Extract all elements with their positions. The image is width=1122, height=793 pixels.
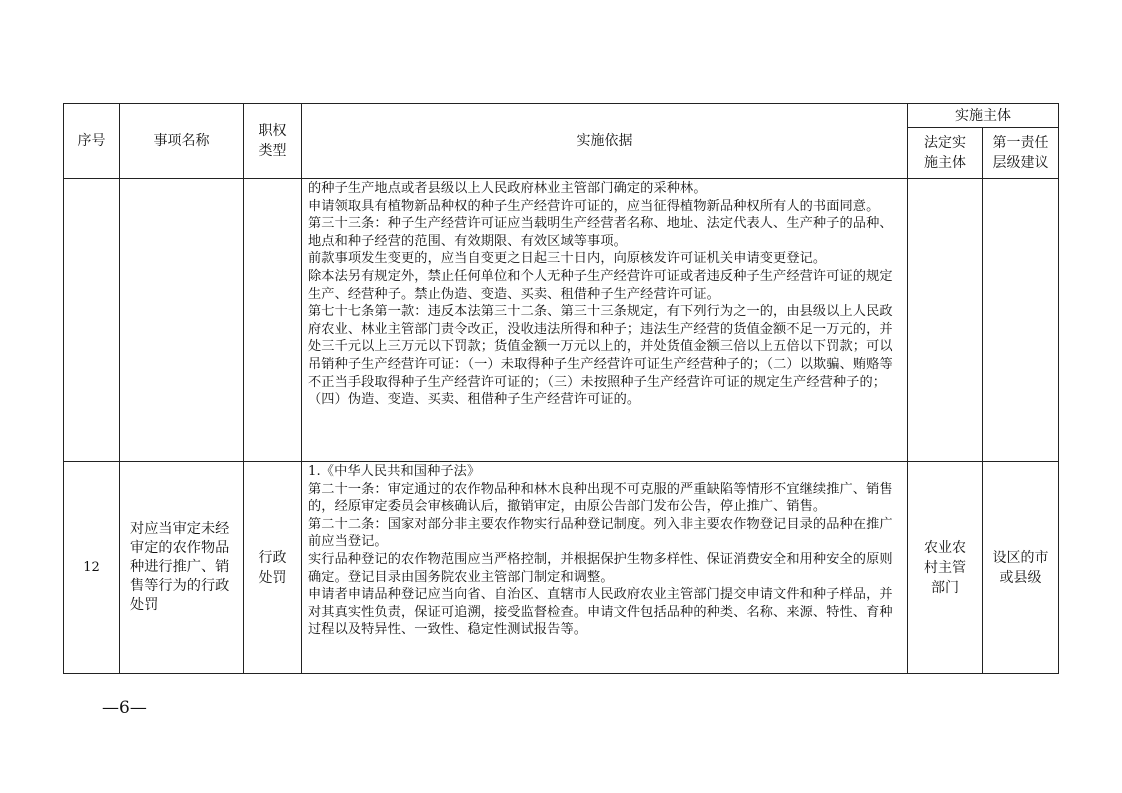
power-list-table — [63, 103, 1059, 674]
header-power-type-label: 职权类型 — [258, 123, 287, 159]
cell-legal-implementer — [908, 462, 983, 674]
basis-paragraph: 第三十三条：种子生产经营许可证应当载明生产经营者名称、地址、法定代表人、生产种子的品种、地点和种子经营的范围、有效期限、有效区域等事项。 — [308, 216, 893, 249]
basis-paragraph: 申请领取具有植物新品种权的种子生产经营许可证的，应当征得植物新品种权所有人的书面同意。 — [308, 198, 880, 214]
cell-legal-implementer — [908, 179, 983, 462]
basis-paragraph: 第二十二条：国家对部分非主要农作物实行品种登记制度。列入非主要农作物登记目录的品种在推广前应当登记。 — [308, 516, 893, 550]
header-seq: 序号 — [64, 104, 120, 179]
table-row — [64, 462, 1059, 674]
legal-implementer-label: 农业农村主管部门 — [923, 539, 966, 596]
cell-seq — [64, 179, 120, 462]
header-implementer-group: 实施主体 — [908, 104, 1059, 128]
cell-power-type — [244, 179, 302, 462]
power-type-label: 行政处罚 — [258, 549, 287, 586]
basis-paragraph: 实行品种登记的农作物范围应当严格控制，并根据保护生物多样性、保证消费安全和用种安全的原则确定。登记目录由国务院农业主管部门制定和调整。 — [308, 551, 893, 585]
cell-item-name: 对应当审定未经审定的农作物品种进行推广、销售等行为的行政处罚 — [120, 462, 244, 674]
cell-first-level — [983, 179, 1059, 462]
header-first-level-label: 第一责任层级建议 — [992, 135, 1049, 171]
header-power-type — [244, 104, 302, 179]
cell-power-type — [244, 462, 302, 674]
table-row — [64, 179, 1059, 462]
cell-basis — [302, 462, 908, 674]
cell-first-level — [983, 462, 1059, 674]
basis-paragraph: 申请者申请品种登记应当向省、自治区、直辖市人民政府农业主管部门提交申请文件和种子样品，并对其真实性负责，保证可追溯，接受监督检查。申请文件包括品种的种类、名称、来源、特性、育种过程以及特异性、一致性、稳定性测试报告等。 — [308, 587, 893, 638]
cell-item-name — [120, 179, 244, 462]
header-item-name: 事项名称 — [120, 104, 244, 179]
basis-paragraph: 前款事项发生变更的，应当自变更之日起三十日内，向原核发许可证机关申请变更登记。 — [308, 251, 827, 267]
basis-paragraph: 1.《中华人民共和国种子法》 — [308, 464, 481, 479]
cell-seq: 12 — [64, 462, 120, 674]
page-number: —6— — [102, 698, 147, 718]
basis-paragraph: 第二十一条：审定通过的农作物品种和林木良种出现不可克服的严重缺陷等情形不宜继续推广、销售的，经原审定委员会审核确认后，撤销审定，由原公告部门发布公告，停止推广、销售。 — [308, 481, 893, 515]
header-basis: 实施依据 — [302, 104, 908, 179]
basis-paragraph: 的种子生产地点或者县级以上人民政府林业主管部门确定的采种林。 — [308, 181, 707, 196]
basis-paragraph: 除本法另有规定外，禁止任何单位和个人无种子生产经营许可证或者违反种子生产经营许可证的规定生产、经营种子。禁止伪造、变造、买卖、租借种子生产经营许可证。 — [308, 268, 893, 302]
header-legal-implementer — [908, 128, 983, 179]
first-level-label: 设区的市或县级 — [992, 549, 1049, 586]
header-first-level — [983, 128, 1059, 179]
header-legal-implementer-label: 法定实施主体 — [924, 135, 966, 171]
cell-basis — [302, 179, 908, 462]
basis-paragraph: 第七十七条第一款：违反本法第三十二条、第三十三条规定，有下列行为之一的，由县级以上人民政府农业、林业主管部门责令改正，没收违法所得和种子；违法生产经营的货值金额不足一万元的，并处三千元以上三万元以下罚款；货值金额一万元以上的，并处货值金额三倍以上五倍以下罚款；可以吊销种子生产经营许可证：（一）未取得种子生产经营许可证生产经营种子的；（二）以欺骗、贿赂等不正当手段取得种子生产经营许可证的；（三）未按照种子生产经营许可证的规定生产经营种子的；（四）伪造、变造、买卖、租借种子生产经营许可证的。 — [308, 304, 893, 408]
